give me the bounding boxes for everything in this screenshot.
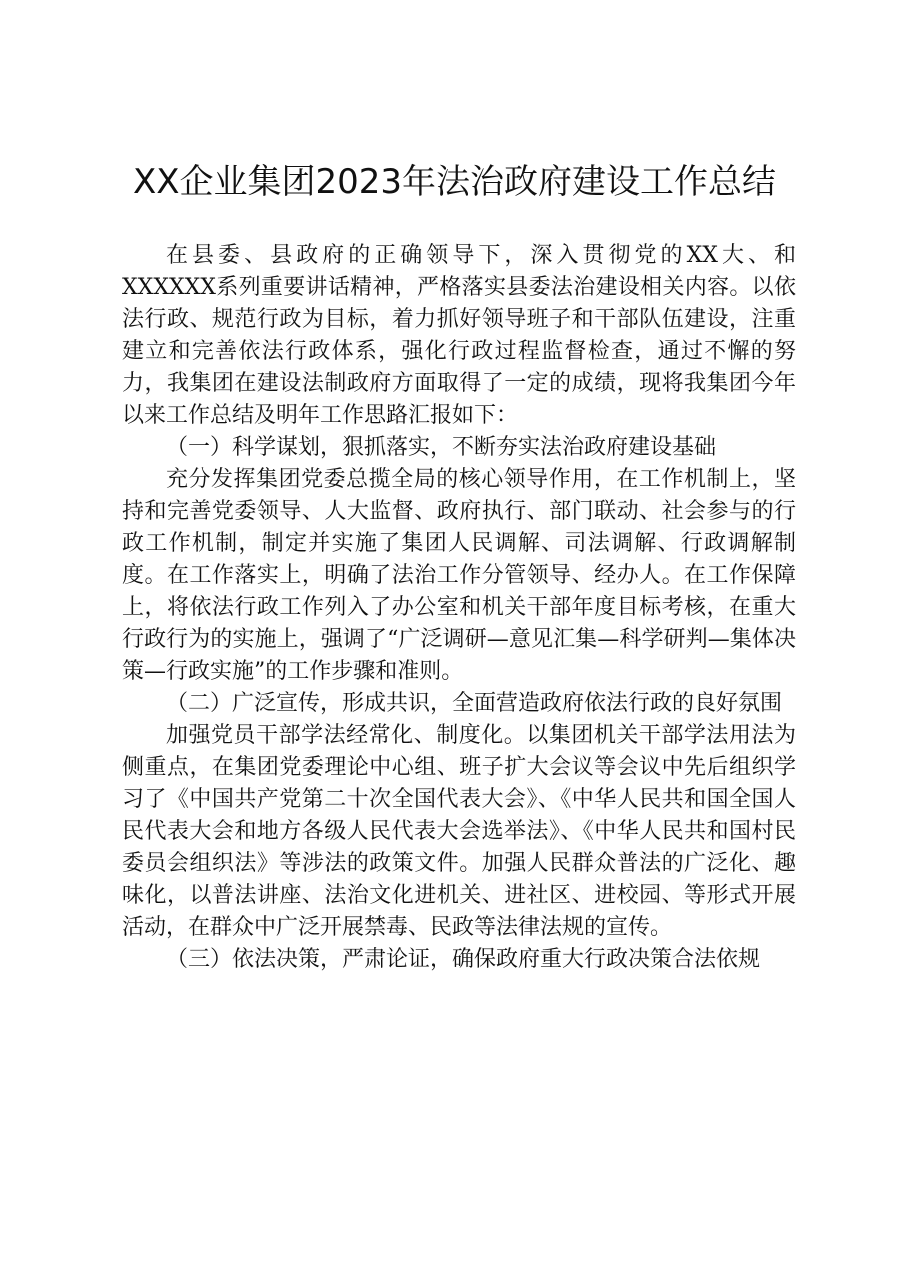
section-1-paragraph: 充分发挥集团党委总揽全局的核心领导作用，在工作机制上，坚持和完善党委领导、人大监督、政府执行、部门联动、社会参与的行政工作机制，制定并实施了集团人民调解、司法调解、行政调解制度。在工作落实上，明确了法治工作分管领导、经办人。在工作保障上，将依法行政工作列入了办公室和机关干部年度目标考核，在重大行政行为的实施上，强调了“广泛调研—意见汇集—科学研判—集体决策—行政实施”的工作步骤和准则。 [122, 467, 796, 684]
section-heading-2: （二）广泛宣传，形成共识，全面营造政府依法行政的良好氛围 [166, 691, 783, 716]
intro-paragraph: 在县委、县政府的正确领导下，深入贯彻党的XX大、和XXXXXX系列重要讲话精神，严格落实县委法治建设相关内容。以依法行政、规范行政为目标，着力抓好领导班子和干部队伍建设，注重建立和完善依法行政体系，强化行政过程监督检查，通过不懈的努力，我集团在建设法制政府方面取得了一定的成绩，现将我集团今年以来工作总结及明年工作思路汇报如下： [122, 243, 796, 428]
section-heading-1: （一）科学谋划，狠抓落实，不断夯实法治政府建设基础 [166, 435, 717, 460]
section-2-paragraph: 加强党员干部学法经常化、制度化。以集团机关干部学法用法为侧重点，在集团党委理论中心组、班子扩大会议等会议中先后组织学习了《中国共产党第二十次全国代表大会》、《中华人民共和国全国人民代表大会和地方各级人民代表大会选举法》、《中华人民共和国村民委员会组织法》等涉法的政策文件。加强人民群众普法的广泛化、趣味化，以普法讲座、法治文化进机关、进社区、进校园、等形式开展活动，在群众中广泛开展禁毒、民政等法律法规的宣传。 [122, 723, 796, 940]
document-title: XX企业集团2023年法治政府建设工作总结 [132, 162, 777, 202]
section-heading-3: （三）依法决策，严肃论证，确保政府重大行政决策合法依规 [166, 947, 761, 972]
document-body [122, 240, 796, 976]
